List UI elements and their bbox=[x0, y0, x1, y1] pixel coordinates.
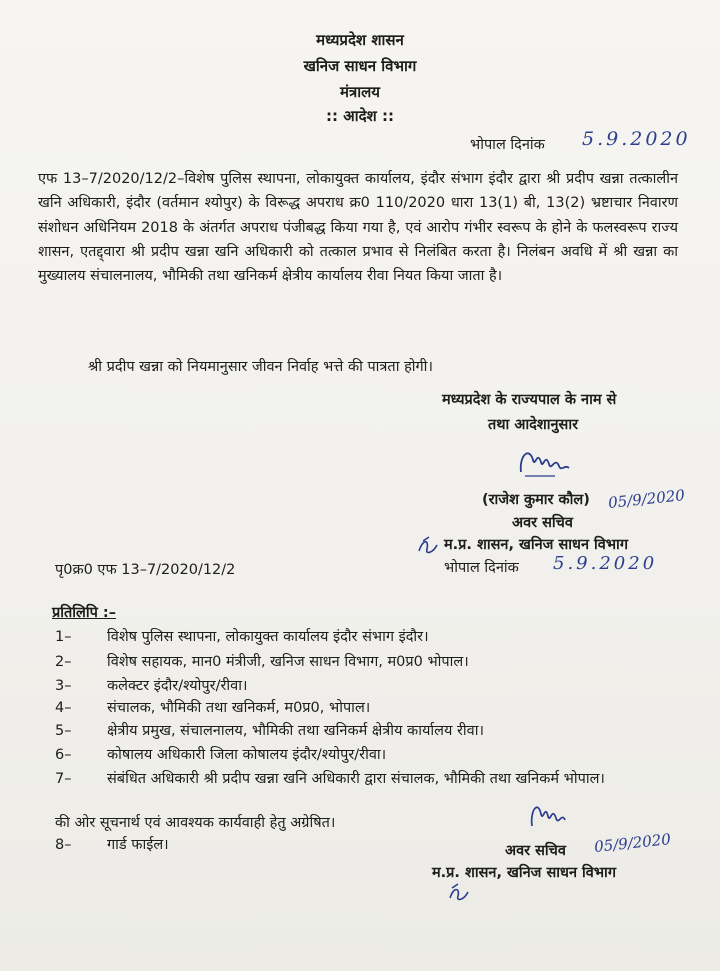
authority-department: म.प्र. शासन, खनिज साधन विभाग bbox=[444, 537, 628, 553]
date-handwritten: 5.9.2020 bbox=[582, 128, 691, 150]
copy-item-text: विशेष सहायक, मान0 मंत्रीजी, खनिज साधन विभाग, म0प्र0 भोपाल। bbox=[107, 654, 469, 670]
authority-date-handwritten: 5.9.2020 bbox=[553, 553, 658, 574]
copy-item-text: संबंधित अधिकारी श्री प्रदीप खन्ना खनि अधिकारी द्वारा संचालक, भौमिकी तथा खनिकर्म भोपाल। bbox=[107, 771, 605, 787]
authority-designation: अवर सचिव bbox=[512, 515, 573, 531]
copies-title: प्रतिलिपि :– bbox=[52, 605, 116, 621]
copy-item bbox=[55, 626, 429, 646]
order-paragraph-2: श्री प्रदीप खन्ना को नियमानुसार जीवन निर्वाह भत्ते की पात्रता होगी। bbox=[88, 359, 433, 375]
header-order-title: :: आदेश :: bbox=[326, 107, 394, 125]
authority-date-label: भोपाल दिनांक bbox=[444, 560, 519, 576]
header-department: खनिज साधन विभाग bbox=[303, 57, 417, 75]
copy-item-text: कोषालय अधिकारी जिला कोषालय इंदौर/श्योपुर/रीवा। bbox=[107, 747, 387, 763]
copy-item bbox=[55, 651, 469, 671]
order-paragraph-1: एफ 13–7/2020/12/2–विशेष पुलिस स्थापना, लोकायुक्त कार्यालय, इंदौर संभाग इंदौर द्वारा श्री प्रदीप खन्ना तत्कालीन खनि अधिकारी, इंदौर (वर्तमान श्योपुर) के विरूद्ध अपराध क्र0 110/2020 धारा 13(1) बी, 13(2) भ्रष्टाचार निवारण संशोधन अधिनियम 2018 के अंतर्गत अपराध पंजीबद्ध किया गया है, एवं आरोप गंभीर स्वरूप के होने के फलस्वरूप राज्य शासन, एतद्द्वारा श्री प्रदीप खन्ना खनि अधिकारी को तत्काल प्रभाव से निलंबित करता है। निलंबन अवधि में श्री खन्ना का मुख्यालय संचालनालय, भौमिकी तथा खनिकर्म क्षेत्रीय कार्यालय रीवा नियत किया जाता है। bbox=[38, 171, 678, 285]
signature-1 bbox=[515, 442, 575, 482]
footer-designation: अवर सचिव bbox=[505, 843, 566, 859]
date-label: भोपाल दिनांक bbox=[470, 137, 545, 153]
signature-2 bbox=[528, 798, 568, 834]
authority-line-2: तथा आदेशानुसार bbox=[488, 417, 579, 433]
copy-item bbox=[55, 744, 386, 764]
header-state: मध्यप्रदेश शासन bbox=[316, 31, 404, 49]
copy-item-number: 5– bbox=[55, 723, 72, 739]
initial-mark-2 bbox=[446, 882, 472, 906]
copy-item-text: कलेक्टर इंदौर/श्योपुर/रीवा। bbox=[107, 678, 248, 694]
copy-item bbox=[55, 720, 484, 740]
copy-item-number: 4– bbox=[55, 700, 72, 716]
copy-item bbox=[55, 767, 655, 791]
copy-item-text: क्षेत्रीय प्रमुख, संचालनालय, भौमिकी तथा खनिकर्म क्षेत्रीय कार्यालय रीवा। bbox=[107, 723, 484, 739]
forward-note: की ओर सूचनार्थ एवं आवश्यक कार्यवाही हेतु अग्रेषित। bbox=[55, 815, 336, 831]
header-ministry: मंत्रालय bbox=[339, 83, 380, 101]
copy-item-number: 6– bbox=[55, 747, 72, 763]
endorsement-ref: पृ0क्र0 एफ 13–7/2020/12/2 bbox=[55, 562, 236, 578]
copy-item-text: विशेष पुलिस स्थापना, लोकायुक्त कार्यालय इंदौर संभाग इंदौर। bbox=[107, 629, 429, 645]
authority-name: (राजेश कुमार कौल) bbox=[482, 492, 590, 508]
authority-handwritten-date: 05/9/2020 bbox=[607, 486, 686, 512]
copy-item-text: संचालक, भौमिकी तथा खनिकर्म, म0प्र0, भोपाल। bbox=[107, 700, 371, 716]
copy-item bbox=[55, 697, 370, 717]
footer-department: म.प्र. शासन, खनिज साधन विभाग bbox=[432, 865, 616, 881]
copy-item bbox=[55, 675, 248, 695]
copy-item bbox=[55, 834, 169, 854]
copy-item-number: 3– bbox=[55, 678, 72, 694]
copy-item-number: 8– bbox=[55, 837, 72, 853]
copy-item-number: 2– bbox=[55, 654, 72, 670]
copy-item-number: 1– bbox=[55, 629, 72, 645]
copy-item-text: गार्ड फाईल। bbox=[107, 837, 169, 853]
copy-item-number: 7– bbox=[55, 771, 72, 787]
footer-handwritten-date: 05/9/2020 bbox=[593, 830, 672, 856]
initial-mark-1 bbox=[415, 533, 441, 557]
order-body bbox=[38, 167, 678, 288]
authority-line-1: मध्यप्रदेश के राज्यपाल के नाम से bbox=[442, 392, 617, 408]
